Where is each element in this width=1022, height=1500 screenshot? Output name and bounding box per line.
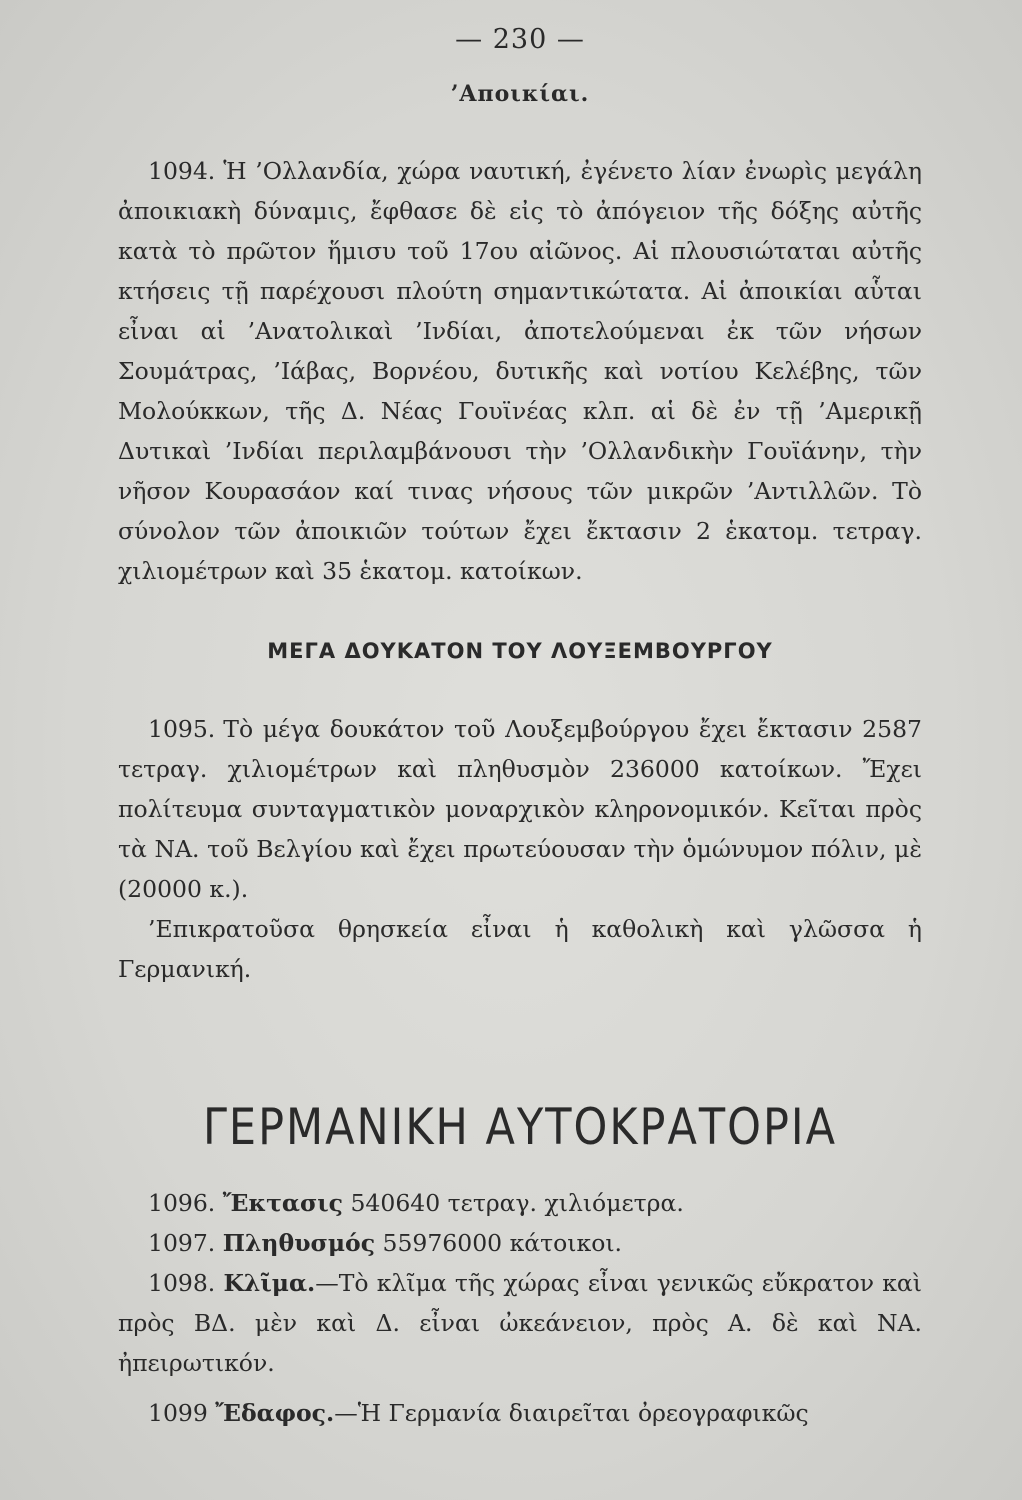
paragraph-number: 1094. [148,157,216,185]
entry-1098 [118,1263,922,1383]
entry-1099 [118,1393,922,1433]
entry-text: 55976000 κάτοικοι. [382,1229,623,1257]
entry-label: Πληθυσμός [222,1229,376,1257]
heading-german-empire: ΓΕΡΜΑΝΙΚΗ ΑΥΤΟΚΡΑΤΟΡΙΑ [202,1099,838,1157]
entry-label: Κλῖμα. [223,1269,316,1297]
paragraph-1094 [118,151,922,591]
entry-1097 [118,1223,922,1263]
entry-text: —Τὸ κλῖμα τῆς χώρας εἶναι γενικῶς εὔκρατον καὶ πρὸς ΒΔ. μὲν καὶ Δ. εἶναι ὠκεάνειον, πρὸς Α. δὲ καὶ ΝΑ. ἠπειρωτικόν. [118,1269,922,1377]
paragraph-number: 1095. [148,715,216,743]
entry-label: Ἔδαφος. [215,1399,335,1427]
paragraph-text: Τὸ μέγα δουκάτον τοῦ Λουξεμβούργου ἔχει ἔκτασιν 2587 τετραγ. χιλιομέτρων καὶ πληθυσμὸν 236000 κατοίκων. Ἔχει πολίτευμα συνταγματικὸν μοναρχικὸν κληρονομικόν. Κεῖται πρὸς τὰ ΝΑ. τοῦ Βελγίου καὶ ἔχει πρωτεύουσαν τὴν ὁμώνυμον πόλιν, μὲ (20000 κ.). [118,715,922,903]
entry-number: 1098. [148,1269,216,1297]
paragraph-1095-religion: ’Επικρατοῦσα θρησκεία εἶναι ἡ καθολικὴ καὶ γλῶσσα ἡ Γερμανική. [118,915,922,983]
entry-number: 1096. [148,1189,216,1217]
entry-text: 540640 τετραγ. χιλιόμετρα. [350,1189,684,1217]
entry-label: Ἔκτασις [222,1189,343,1217]
entry-text: —Ἡ Γερμανία διαιρεῖται ὀρεογραφικῶς [334,1399,809,1427]
page-number: — 230 — [455,24,585,55]
entry-number: 1099 [148,1399,208,1427]
paragraph-text: Ἡ ’Ολλανδία, χώρα ναυτική, ἐγένετο λίαν ἐνωρὶς μεγάλη ἀποικιακὴ δύναμις, ἔφθασε δὲ εἰς τὸ ἀπόγειον τῆς δόξης αὐτῆς κατὰ τὸ πρῶτον ἥμισυ τοῦ 17ου αἰῶνος. Αἱ πλουσιώταται αὐτῆς κτήσεις τῇ παρέχουσι πλούτη σημαντικώτατα. Αἱ ἀποικίαι αὗται εἶναι αἱ ’Ανατολικαὶ ’Ινδίαι, ἀποτελούμεναι ἐκ τῶν νήσων Σουμάτρας, ’Ιάβας, Βορνέου, δυτικῆς καὶ νοτίου Κελέβης, τῶν Μολούκκων, τῆς Δ. Νέας Γουϊνέας κλπ. αἱ δὲ ἐν τῇ ’Αμερικῇ Δυτικαὶ ’Ινδίαι περιλαμβάνουσι τὴν ’Ολλανδικὴν Γουϊάνην, τὴν νῆσον Κουρασάον καί τινας νήσους τῶν μικρῶν ’Αντιλλῶν. Τὸ σύνολον τῶν ἀποικιῶν τούτων ἔχει ἔκτασιν 2 ἑκατομ. τετραγ. χιλιομέτρων καὶ 35 ἑκατομ. κατοίκων. [118,157,922,585]
subheading-luxembourg: ΜΕΓΑ ΔΟΥΚΑΤΟΝ ΤΟΥ ΛΟΥΞΕΜΒΟΥΡΓΟΥ [267,639,773,663]
paragraph-1095 [118,709,922,909]
entry-number: 1097. [148,1229,216,1257]
entry-1096 [118,1183,922,1223]
section-title-colonies: ’Αποικίαι. [450,81,590,107]
